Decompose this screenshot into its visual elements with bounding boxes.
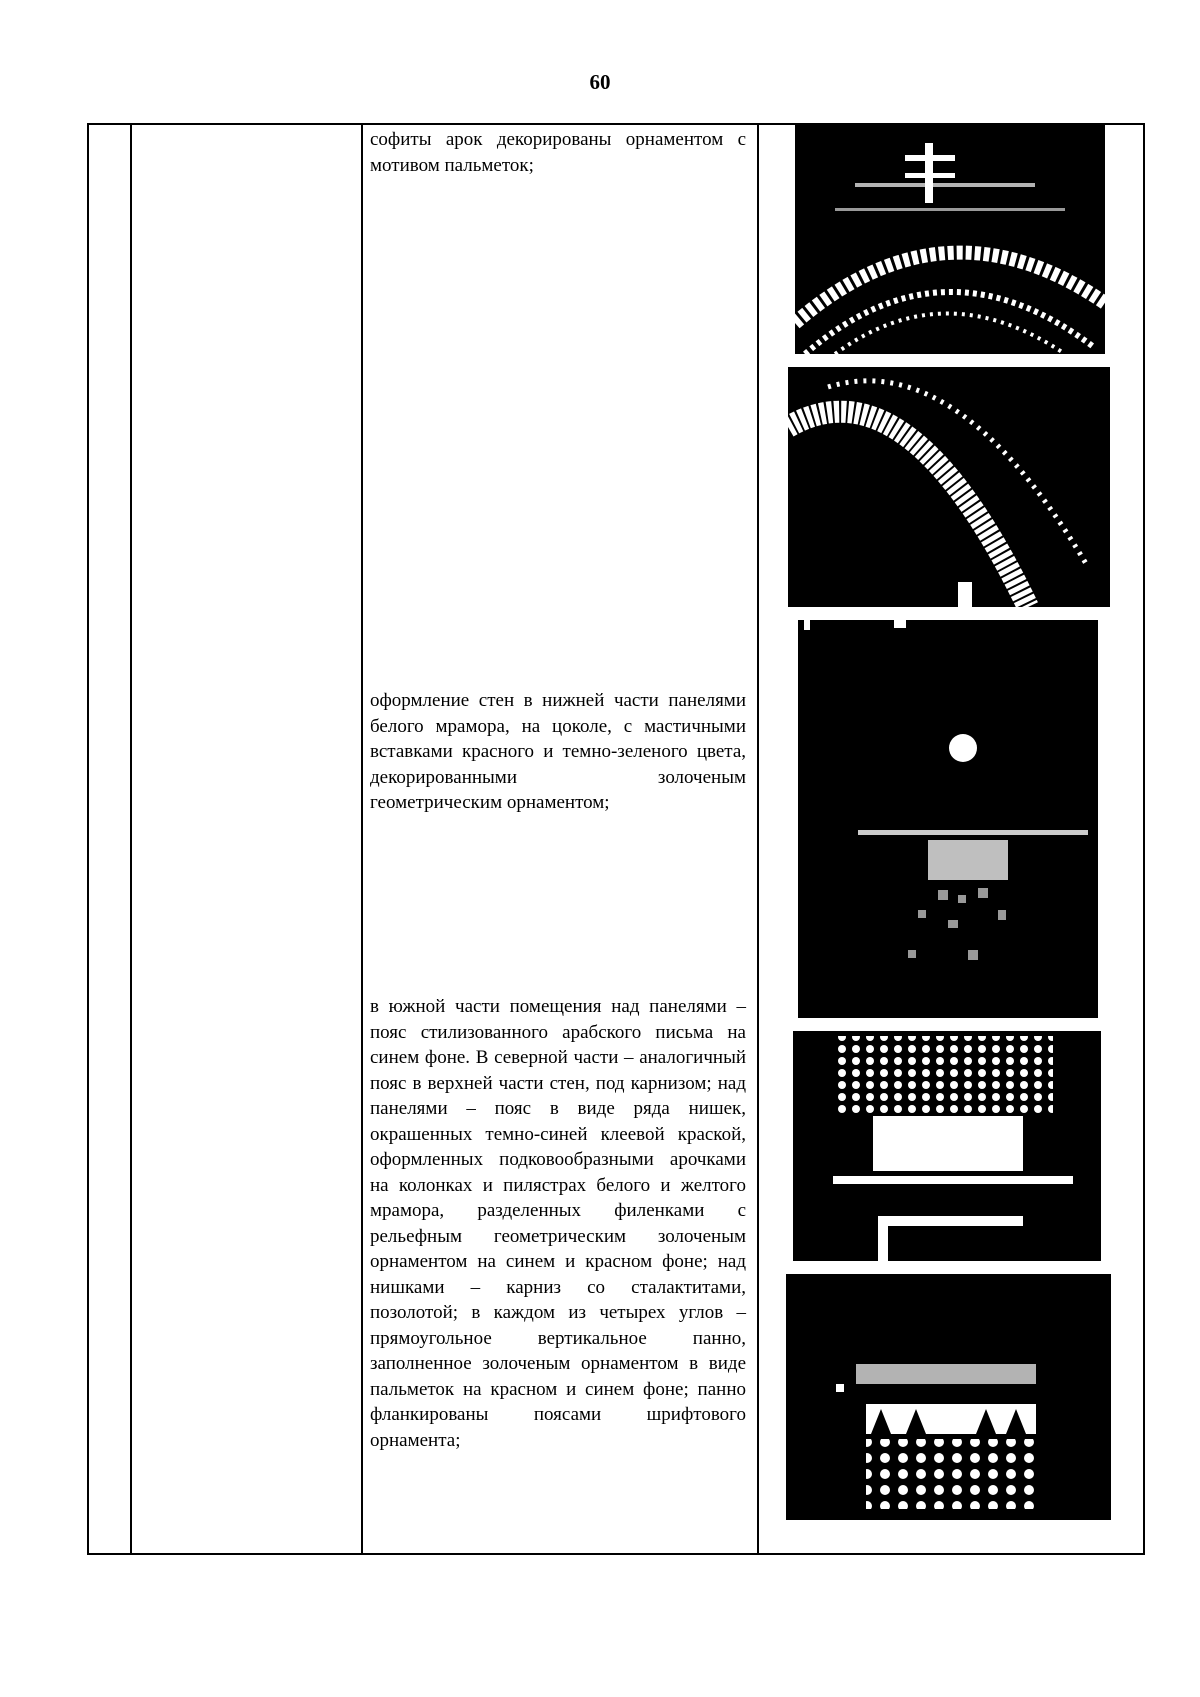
row-text-arch-soffits: софиты арок декорированы орнаментом с мотивом пальметок; [370, 129, 746, 176]
photo-stalactite-cornice [786, 1274, 1111, 1520]
photo-niches-pattern [793, 1031, 1101, 1261]
column-divider [757, 125, 759, 1553]
photo-arch-soffit [795, 123, 1105, 354]
row-text-south-wall: в южной части помещения над панелями – пояс стилизованного арабского письма на синем фоне. В северной части – аналогичный пояс в верхней части стен, под карнизом; над панелями – пояс в виде ряда нишек, окрашенных темно-синей клеевой краской, оформленных подковообразными арочками на колонках и пилястрах белого и желтого мрамора, разделенных филенками с рельефным геометрическим золоченым орнаментом на синем и красном фоне; над нишками – карниз со сталактитами, позолотой; в каждом из четырех углов – прямоугольное вертикальное панно, заполненное золоченым орнаментом в виде пальметок на красном и синем фоне; панно фланкированы поясами шрифтового орнамента; [370, 996, 746, 1451]
page-number: 60 [589, 70, 611, 94]
column-divider [361, 125, 363, 1553]
photo-arch-curve [788, 367, 1110, 607]
photo-wall-panels [798, 620, 1098, 1018]
column-divider [130, 125, 132, 1553]
row-text-wall-panels: оформление стен в нижней части панелями белого мрамора, на цоколе, с мастичными вставками красного и темно-зеленого цвета, декорированными золоченым геометрическим орнаментом; [370, 690, 746, 813]
